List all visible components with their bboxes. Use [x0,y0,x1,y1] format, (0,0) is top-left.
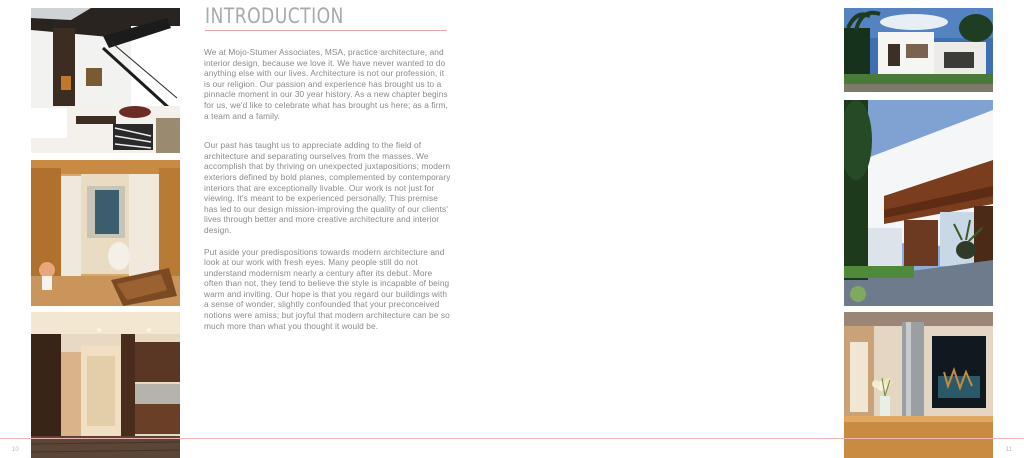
paragraph-1: We at Mojo-Stumer Associates, MSA, practice architecture, and interior design, because we love it. We have never wanted to do anything else with our lives. Architecture is not our profession, it is our religion. Our passion and experience has brought us to a pinnacle moment in our 30 year history. As a new chapter begins for us, we'd like to celebrate what has brought us here; as a firm, a team and a family. [204,47,448,121]
footer-rule [0,438,1024,439]
paragraph-2: Our past has taught us to appreciate adding to the field of architecture and separating ourselves from the masses. We accomplish that by thriving on unexpected juxtapositions; modern exteriors defined by bold planes, complemented by contemporary interiors that are exceptionally livable. Our work is not just for viewing. It's meant to be experienced personally. This premise has led to our design mission-improving the quality of our clients' lives through better and more creative architecture and interior design. [204,140,451,235]
introduction-text [204,47,451,342]
page-number-right: 11 [1005,447,1012,453]
paragraph-3: Put aside your predispositions towards modern architecture and look at our work with fresh eyes. Many people still do not understand modernism nearly a century after its debut. More often than not, they tend to believe the style is incapable of being warm and inviting. Our hope is that you regard our buildings with a sense of wonder, slightly confounded that your preconceived notions were amiss; but joyful that modern architecture can be so much more than what you thought it would be. [204,246,450,331]
photo-exterior-facade [844,100,993,306]
photo-exterior-front [844,8,993,92]
page-title: INTRODUCTION [205,4,344,28]
page-number-left: 10 [12,447,19,453]
photo-interior-hall [31,160,180,306]
title-underline [205,30,447,31]
photo-interior-gallery [844,312,993,458]
photo-interior-stair [31,8,180,153]
photo-interior-kitchen [31,312,180,458]
